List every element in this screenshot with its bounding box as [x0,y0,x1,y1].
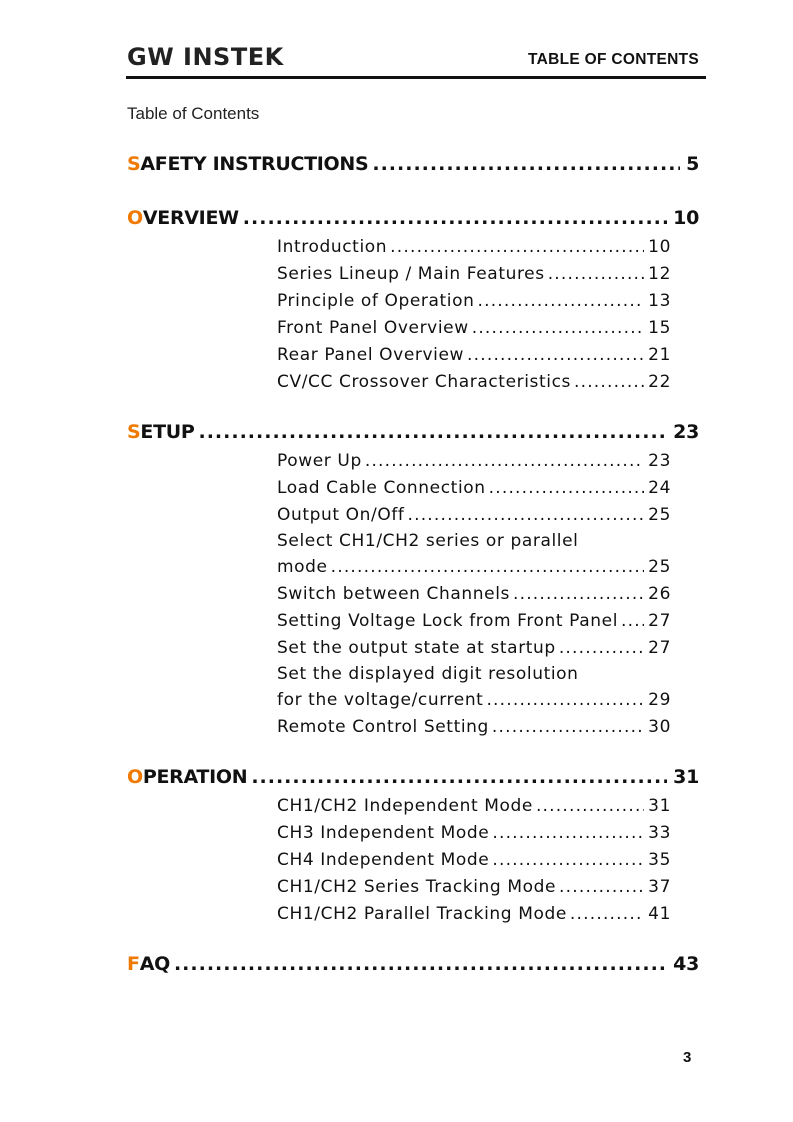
toc-entry[interactable] [277,475,671,502]
toc-section-setup[interactable] [127,416,699,448]
entry-title: Switch between Channels [277,584,510,604]
dot-leader [489,475,645,502]
toc-entry[interactable] [277,234,671,261]
dot-leader [621,608,644,635]
dot-leader [513,581,644,608]
entry-title: CV/CC Crossover Characteristics [277,372,571,392]
section-page: 5 [686,153,699,175]
dot-leader [486,687,644,714]
dot-leader [570,901,644,928]
toc-section-safety[interactable] [127,148,699,180]
toc-entry[interactable] [277,608,671,635]
toc-entry[interactable] [277,288,671,315]
gw-instek-logo: GW INSTEK [127,43,284,71]
entry-title: Principle of Operation [277,291,475,311]
section-title: AFETY INSTRUCTIONS [140,153,369,175]
toc-section-faq[interactable] [127,948,699,980]
dot-leader [251,761,667,793]
toc-entry-line1[interactable]: Set the displayed digit resolution [277,664,579,684]
toc-entry[interactable] [277,793,671,820]
operation-entries [277,793,671,928]
table-of-contents [127,148,699,980]
toc-entry[interactable] [277,687,671,714]
entry-page: 23 [648,451,671,471]
entry-title: Series Lineup / Main Features [277,264,545,284]
entry-title: Introduction [277,237,388,257]
entry-page: 29 [648,690,671,710]
entry-title: Output On/Off [277,505,405,525]
section-title: ETUP [140,421,195,443]
dot-leader [331,554,645,581]
entry-title: Load Cable Connection [277,478,486,498]
entry-page: 25 [648,557,671,577]
toc-entry[interactable] [277,502,671,529]
section-initial: F [127,953,140,975]
section-page: 10 [673,207,699,229]
section-title: PERATION [142,766,248,788]
toc-entry[interactable] [277,901,671,928]
dot-leader [574,369,644,396]
entry-page: 26 [648,584,671,604]
dot-leader [467,342,644,369]
toc-entry[interactable] [277,714,671,741]
dot-leader [492,714,644,741]
toc-entry[interactable] [277,820,671,847]
entry-title: CH1/CH2 Series Tracking Mode [277,877,557,897]
page-number: 3 [683,1049,692,1066]
toc-entry[interactable] [277,369,671,396]
dot-leader [390,234,644,261]
dot-leader [536,793,644,820]
toc-entry[interactable] [277,635,671,662]
entry-title: for the voltage/current [277,690,484,710]
entry-page: 13 [648,291,671,311]
entry-page: 27 [648,638,671,658]
entry-page: 21 [648,345,671,365]
entry-page: 37 [648,877,671,897]
dot-leader [492,847,644,874]
page-subtitle: Table of Contents [127,104,260,123]
entry-title: Front Panel Overview [277,318,469,338]
entry-page: 10 [648,237,671,257]
entry-page: 35 [648,850,671,870]
dot-leader [174,948,667,980]
entry-title: CH1/CH2 Independent Mode [277,796,533,816]
toc-entry-line1[interactable]: Select CH1/CH2 series or parallel [277,531,579,551]
header-rule [126,76,706,79]
entry-page: 30 [648,717,671,737]
header-title: TABLE OF CONTENTS [528,51,699,68]
dot-leader [472,315,644,342]
toc-entry[interactable] [277,874,671,901]
entry-page: 33 [648,823,671,843]
entry-title: Remote Control Setting [277,717,489,737]
section-title: VERVIEW [142,207,239,229]
entry-page: 24 [648,478,671,498]
dot-leader [492,820,644,847]
entry-title: CH4 Independent Mode [277,850,490,870]
dot-leader [477,288,644,315]
dot-leader [559,874,644,901]
section-initial: O [127,766,143,788]
dot-leader [372,148,680,180]
entry-title: CH3 Independent Mode [277,823,490,843]
dot-leader [198,416,667,448]
toc-entry[interactable] [277,847,671,874]
entry-title: Setting Voltage Lock from Front Panel [277,611,619,631]
section-title: AQ [139,953,170,975]
entry-page: 25 [648,505,671,525]
entry-title: CH1/CH2 Parallel Tracking Mode [277,904,567,924]
entry-page: 15 [648,318,671,338]
section-initial: S [127,421,141,443]
entry-page: 31 [648,796,671,816]
toc-entry[interactable] [277,448,671,475]
entry-page: 27 [648,611,671,631]
toc-entry[interactable] [277,342,671,369]
entry-page: 12 [648,264,671,284]
entry-title: Rear Panel Overview [277,345,465,365]
toc-entry[interactable] [277,581,671,608]
entry-title: Set the output state at startup [277,638,556,658]
entry-title: mode [277,557,328,577]
overview-entries [277,234,671,396]
dot-leader [548,261,644,288]
entry-page: 22 [648,372,671,392]
dot-leader [408,502,645,529]
entry-page: 41 [648,904,671,924]
setup-entries [277,448,671,741]
dot-leader [559,635,644,662]
section-page: 43 [673,953,699,975]
toc-entry[interactable] [277,261,671,288]
toc-section-operation[interactable] [127,761,699,793]
section-page: 23 [673,421,699,443]
entry-title: Power Up [277,451,362,471]
section-initial: S [127,153,141,175]
toc-entry[interactable] [277,554,671,581]
dot-leader [365,448,644,475]
section-initial: O [127,207,143,229]
toc-section-overview[interactable] [127,202,699,234]
toc-entry[interactable] [277,315,671,342]
dot-leader [243,202,667,234]
section-page: 31 [673,766,699,788]
